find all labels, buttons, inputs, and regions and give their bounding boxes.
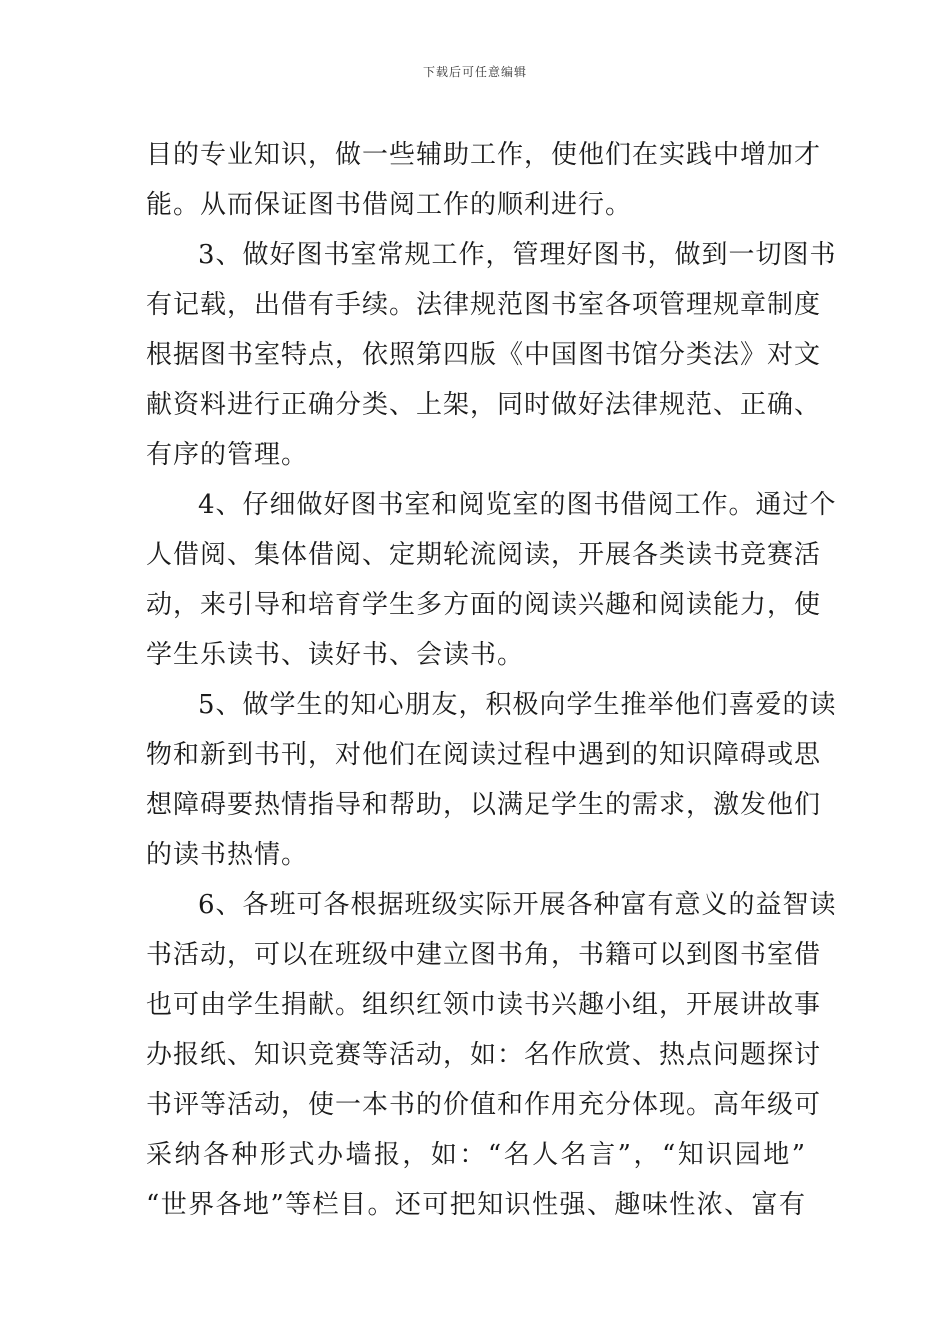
paragraph-item-3	[146, 230, 837, 480]
text-line: 学生乐读书、读好书、会读书。	[146, 640, 525, 670]
text-line: 想障碍要热情指导和帮助，以满足学生的需求，激发他们	[146, 790, 822, 820]
header-note: 下载后可任意编辑	[422, 65, 527, 79]
text-line: 献资料进行正确分类、上架，同时做好法律规范、正确、	[146, 390, 822, 420]
text-line: 4、仔细做好图书室和阅览室的图书借阅工作。通过个	[198, 490, 837, 520]
text-line: 办报纸、知识竞赛等活动，如：名作欣赏、热点问题探讨	[146, 1040, 822, 1070]
text-line: “世界各地”等栏目。还可把知识性强、趣味性浓、富有	[146, 1190, 806, 1220]
text-line: 有序的管理。	[146, 440, 309, 470]
text-line: 人借阅、集体借阅、定期轮流阅读，开展各类读书竞赛活	[146, 540, 822, 570]
paragraph-item-4	[146, 480, 837, 680]
text-line: 书活动，可以在班级中建立图书角，书籍可以到图书室借	[146, 940, 822, 970]
text-line: 采纳各种形式办墙报，如：“名人名言”，“知识园地”	[146, 1140, 806, 1170]
text-line: 3、做好图书室常规工作，管理好图书，做到一切图书	[198, 240, 837, 270]
text-line: 目的专业知识，做一些辅助工作，使他们在实践中增加才	[146, 140, 822, 170]
text-line: 能。从而保证图书借阅工作的顺利进行。	[146, 190, 633, 220]
paragraph-item-6	[146, 880, 837, 1230]
text-line: 5、做学生的知心朋友，积极向学生推举他们喜爱的读	[198, 690, 837, 720]
text-line: 有记载，出借有手续。法律规范图书室各项管理规章制度	[146, 290, 822, 320]
text-line: 书评等活动，使一本书的价值和作用充分体现。高年级可	[146, 1090, 822, 1120]
text-line: 6、各班可各根据班级实际开展各种富有意义的益智读	[198, 890, 837, 920]
paragraph-item-5	[146, 680, 837, 880]
text-line: 也可由学生捐献。组织红领巾读书兴趣小组，开展讲故事	[146, 990, 822, 1020]
text-line: 动，来引导和培育学生多方面的阅读兴趣和阅读能力，使	[146, 590, 822, 620]
document-body	[146, 130, 837, 1230]
paragraph-continuation	[146, 130, 822, 230]
text-line: 物和新到书刊，对他们在阅读过程中遇到的知识障碍或思	[146, 740, 822, 770]
text-line: 的读书热情。	[146, 840, 309, 870]
text-line: 根据图书室特点，依照第四版《中国图书馆分类法》对文	[146, 340, 822, 370]
